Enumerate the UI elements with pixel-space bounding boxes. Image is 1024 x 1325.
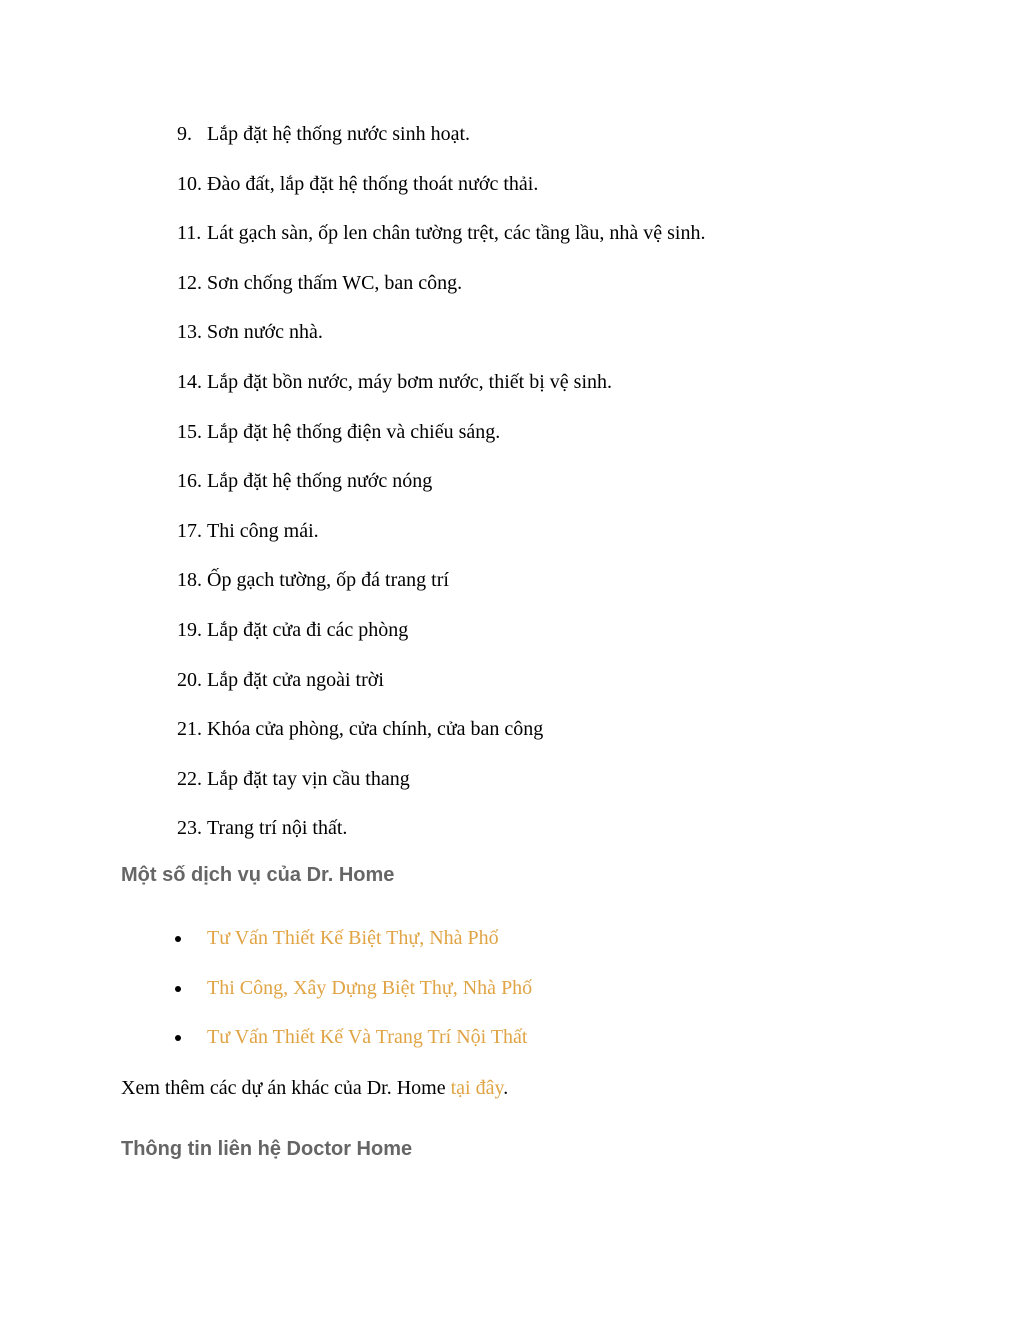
list-item-number: 15. (177, 420, 202, 443)
more-projects-text: Xem thêm các dự án khác của Dr. Home (121, 1077, 451, 1099)
contact-heading: Thông tin liên hệ Doctor Home (121, 1138, 413, 1160)
list-item-text: Sơn chống thấm WC, ban công. (207, 271, 463, 294)
list-item-text: Ốp gạch tường, ốp đá trang trí (207, 569, 449, 592)
list-item-number: 22. (177, 767, 202, 790)
list-item-text: Sơn nước nhà. (207, 321, 323, 344)
services-heading: Một số dịch vụ của Dr. Home (121, 864, 395, 886)
list-item-number: 13. (177, 321, 202, 344)
service-link-villa-design[interactable]: Tư Vấn Thiết Kế Biệt Thự, Nhà Phố (207, 927, 499, 949)
list-item-number: 9. (177, 123, 192, 145)
list-item-number: 21. (177, 718, 202, 741)
list-item-number: 16. (177, 470, 202, 493)
list-item-text: Lắp đặt hệ thống điện và chiếu sáng. (207, 420, 501, 443)
list-item-text: Lắp đặt tay vịn cầu thang (207, 767, 410, 790)
list-item-number: 23. (177, 817, 202, 840)
bullet-icon (175, 986, 181, 992)
list-item-number: 12. (177, 271, 202, 294)
list-item-number: 20. (177, 668, 202, 691)
more-projects-link[interactable]: tại đây (450, 1077, 504, 1099)
list-item-text: Lắp đặt cửa đi các phòng (207, 618, 409, 641)
list-item-text: Lắp đặt cửa ngoài trời (207, 668, 384, 691)
list-item-text: Thi công mái. (207, 519, 319, 542)
list-item-text: Đào đất, lắp đặt hệ thống thoát nước thải. (207, 172, 539, 195)
list-item-number: 10. (177, 172, 202, 195)
list-item-number: 17. (177, 519, 202, 542)
list-item-number: 19. (177, 618, 202, 641)
list-item-text: Lát gạch sàn, ốp len chân tường trệt, các tầng lầu, nhà vệ sinh. (207, 222, 706, 245)
list-item-number: 11. (177, 222, 202, 245)
more-projects-suffix: . (503, 1077, 509, 1099)
service-link-interior-design[interactable]: Tư Vấn Thiết Kế Và Trang Trí Nội Thất (207, 1026, 528, 1049)
bullet-icon (175, 936, 181, 942)
list-item-text: Trang trí nội thất. (207, 817, 348, 840)
list-item-number: 14. (177, 370, 202, 393)
list-item-text: Lắp đặt hệ thống nước nóng (207, 470, 433, 493)
list-item-number: 18. (177, 569, 202, 592)
service-link-villa-construction[interactable]: Thi Công, Xây Dựng Biệt Thự, Nhà Phố (207, 976, 533, 999)
more-projects-paragraph (121, 1068, 508, 1108)
bullet-icon (175, 1035, 181, 1041)
list-item-text: Khóa cửa phòng, cửa chính, cửa ban công (207, 718, 544, 741)
list-item-text: Lắp đặt bồn nước, máy bơm nước, thiết bị vệ sinh. (207, 370, 612, 393)
list-item-text: Lắp đặt hệ thống nước sinh hoạt. (207, 123, 471, 145)
